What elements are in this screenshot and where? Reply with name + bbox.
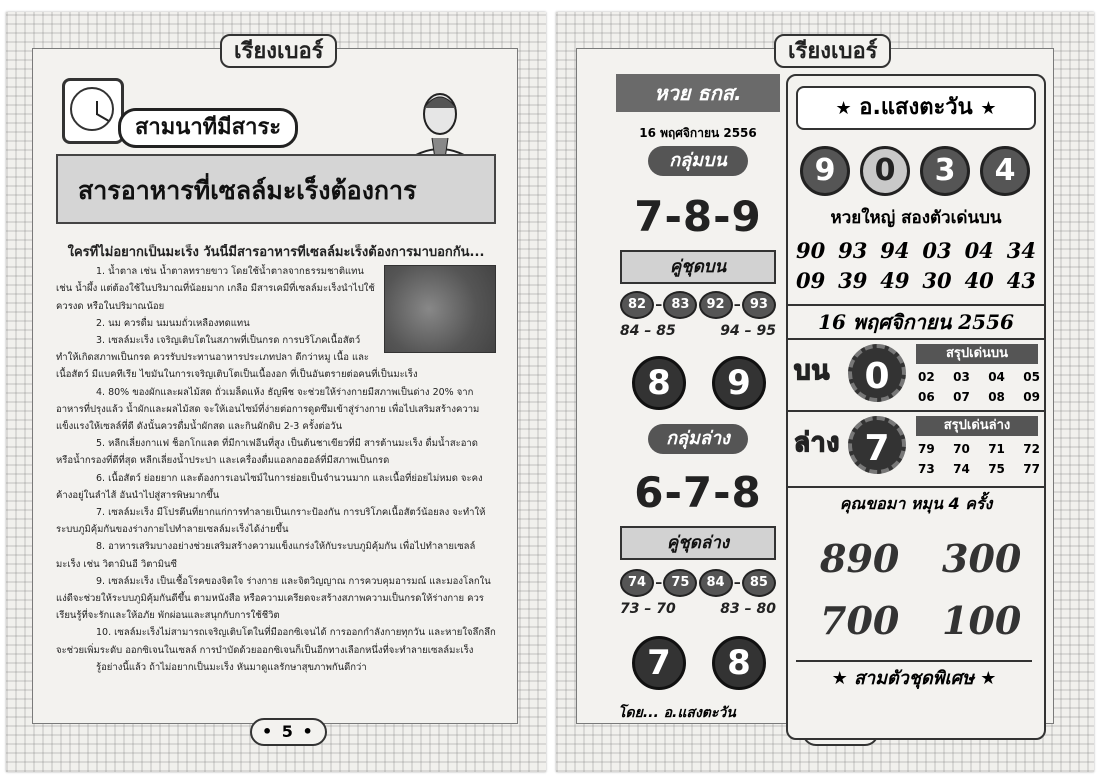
top-label: บน (794, 356, 831, 386)
special-number: 100 (942, 598, 1022, 643)
lower-group-number: 6-7-8 (634, 468, 762, 517)
left-page (6, 12, 546, 772)
upper-single-digit: 8 (632, 356, 686, 410)
article-paragraph: 7. เซลล์มะเร็ง มีโปรตีนที่ยากแก่การทำลายเป็นเกราะป้องกัน การบริโภคเนื้อสัตว์น้อยลง จะทำให้ระบบภูมิคุ้มกันของร่างกายไปทำลายเซลล์มะเร็งได้ง่ายขึ้น (56, 507, 486, 536)
two-digit-number: 43 (1006, 268, 1036, 293)
article-body (56, 244, 496, 704)
two-digit-number: 30 (922, 268, 952, 293)
column-title: อ.แสงตะวัน (859, 95, 973, 120)
upper-single-digit: 9 (712, 356, 766, 410)
pair-number: 93 (742, 291, 776, 319)
article-paragraph: 9. เซลล์มะเร็ง เป็นเชื้อโรคของจิตใจ ร่างกาย และจิตวิญญาณ การควบคุมอารมณ์ และมองโลกในแง่ดีจะช่วยให้ระบบภูมิคุ้มกันดีขึ้น ตามหนังสือ หรือความเครียดจะสร้างสภาพความเป็นกรดให้ร่างกาย ควรเรียนรู้ที่จะรักและให้อภัย พักผ่อนและสนุกกับการใช้ชีวิต (56, 575, 491, 622)
top-summary-section (788, 340, 1044, 410)
two-digit-number: 40 (964, 268, 994, 293)
pair-range: 94 – 95 (720, 323, 776, 339)
number-ball: 3 (920, 146, 970, 196)
headline: สารอาหารที่เซลล์มะเร็งต้องการ (56, 154, 496, 224)
special-number: 890 (820, 536, 900, 581)
title-box (796, 86, 1036, 130)
summary-number: 72 (1023, 442, 1040, 456)
column-header: หวย ธกส. (616, 74, 780, 112)
summary-number: 79 (918, 442, 935, 456)
two-digit-numbers (796, 236, 1036, 296)
pair-number: 92 (699, 291, 733, 319)
pair-number: 85 (742, 569, 776, 597)
bottom-summary-section (788, 410, 1044, 482)
lower-pair-label: คู่ชุดล่าง (620, 526, 776, 560)
pair-number: 75 (663, 569, 697, 597)
upper-group-label: กลุ่มบน (648, 146, 748, 176)
summary-number: 03 (953, 370, 970, 384)
special-number: 300 (942, 536, 1022, 581)
two-digit-heading: หวยใหญ่ สองตัวเด่นบน (830, 208, 1002, 228)
number-ball: 4 (980, 146, 1030, 196)
summary-number: 06 (918, 390, 935, 404)
food-photo (384, 265, 496, 353)
two-digit-number: 03 (922, 238, 952, 263)
summary-number: 08 (988, 390, 1005, 404)
pair-number: 82 (620, 291, 654, 319)
lower-single-digit: 8 (712, 636, 766, 690)
two-digit-number: 09 (796, 268, 826, 293)
two-digit-number: 34 (1006, 238, 1036, 263)
pair-range: 73 – 70 (620, 601, 676, 617)
summary-number: 73 (918, 462, 935, 476)
two-digit-number: 93 (838, 238, 868, 263)
pair-number: 74 (620, 569, 654, 597)
upper-pair-label: คู่ชุดบน (620, 250, 776, 284)
two-digit-number: 49 (880, 268, 910, 293)
section-title: สามนาทีมีสาระ (118, 108, 298, 148)
special-number: 700 (820, 598, 900, 643)
star-icon: ★ (980, 668, 997, 689)
two-digit-number: 94 (880, 238, 910, 263)
top-summary-grid (918, 370, 1040, 410)
two-digit-number: 04 (964, 238, 994, 263)
article-paragraph: 8. อาหารเสริมบางอย่างช่วยเสริมสร้างความแข็งแกร่งให้กับระบบภูมิคุ้มกัน เพื่อไปทำลายเซลล์มะเร็ง เช่น วิตามินอี วิตามินซี (56, 541, 476, 570)
top-digit-badge: 0 (848, 344, 906, 402)
article-paragraph: 4. 80% ของผักและผลไม้สด ถั่วเมล็ดแห้ง ธัญพืช จะช่วยให้ร่างกายมีสภาพเป็นด่าง 20% จากอาหารที่ปรุงแล้ว น้ำผักและผลไม้สด จะให้เอนไซม์ที่ง่ายต่อการดูดซึมเข้าสู่ร่างกาย เพื่อไปเสริมสร้างความแข็งแรงให้เซลล์ที่ดี ดังนั้นควรดื่มน้ำผักสด และกินผักดิบ 2-3 ครั้งต่อวัน (56, 386, 480, 433)
summary-number: 07 (953, 390, 970, 404)
summary-number: 02 (918, 370, 935, 384)
bottom-label: ล่าง (794, 428, 841, 458)
number-ball: 9 (800, 146, 850, 196)
article-paragraph: 1. น้ำตาล เช่น น้ำตาลทรายขาว โดยใช้น้ำตาลจากธรรมชาติแทน เช่น น้ำผึ้ง แต่ต้องใช้ในปริมาณที่น้อยมาก เกลือ มีสารเคมีที่เซลล์มะเร็งนำไปใช้ ควรงด หรือในปริมาณน้อย (56, 266, 375, 312)
article-paragraph: 3. เซลล์มะเร็ง เจริญเติบโตในสภาพที่เป็นกรด การบริโภคเนื้อสัตว์ ทำให้เกิดสภาพเป็นกรด ควรรับประทานอาหารประเภทปลา ดีกว่าหมู เนื้อ และเนื้อสัตว์ มีแบคทีเรีย ไขมันในการเจริญเติบโตเป็นเนื้องอก ที่เป็นอันตรายต่อคนที่เป็นมะเร็ง (56, 335, 418, 381)
brand-logo: เรียงเบอร์ (220, 34, 337, 68)
summary-number: 04 (988, 370, 1005, 384)
summary-number: 75 (988, 462, 1005, 476)
author-credit: โดย... อ.แสงตะวัน (618, 705, 736, 721)
pair-number: 84 (699, 569, 733, 597)
bottom-summary-grid (918, 442, 1040, 482)
baac-lottery-column (616, 74, 780, 736)
star-icon: ★ (835, 98, 852, 119)
bottom-digit-badge: 7 (848, 416, 906, 474)
pair-range: 84 – 85 (620, 323, 676, 339)
star-icon: ★ (831, 668, 848, 689)
article-lead: ใครที่ไม่อยากเป็นมะเร็ง วันนี้มีสารอาหารที่เซลล์มะเร็งต้องการมาบอกกัน... (67, 245, 485, 260)
lower-single-digit: 7 (632, 636, 686, 690)
summary-number: 74 (953, 462, 970, 476)
number-ball: 0 (860, 146, 910, 196)
pair-number: 83 (663, 291, 697, 319)
clock-icon (62, 78, 124, 144)
star-icon: ★ (980, 98, 997, 119)
bottom-summary-label: สรุปเด่นล่าง (916, 416, 1038, 436)
draw-date: 16 พฤศจิกายน 2556 (639, 126, 757, 140)
pair-range: 83 – 80 (720, 601, 776, 617)
upper-pairs: 82 – 83 92 – 93 84 – 85 94 – 95 (620, 292, 776, 344)
article-closing: รู้อย่างนี้แล้ว ถ้าไม่อยากเป็นมะเร็ง หันมาดูแลรักษาสุขภาพกันดีกว่า (96, 661, 367, 673)
two-digit-number: 90 (796, 238, 826, 263)
wish-banner: คุณขอมา หมุน 4 ครั้ง (788, 486, 1044, 517)
brand-logo: เรียงเบอร์ (774, 34, 891, 68)
lower-pairs: 74 – 75 84 – 85 73 – 70 83 – 80 (620, 570, 776, 622)
upper-group-number: 7-8-9 (634, 192, 762, 241)
summary-number: 70 (953, 442, 970, 456)
summary-number: 05 (1023, 370, 1040, 384)
article-paragraph: 10. เซลล์มะเร็งไม่สามารถเจริญเติบโตในที่มีออกซิเจนได้ การออกกำลังกายทุกวัน และหายใจลึกลึก จะช่วยเพิ่มระดับ ออกซิเจนในเซลล์ การบำบัดด้วยออกซิเจนก็เป็นอีกทางเลือกหนึ่งที่จะทำลายเซลล์มะเร็ง (56, 627, 496, 656)
top-summary-label: สรุปเด่นบน (916, 344, 1038, 364)
main-lottery-column (786, 74, 1046, 740)
article-paragraph: 2. นม ควรดื่ม นมนมถั่วเหลืองทดแทน (96, 317, 250, 329)
footer-label: สามตัวชุดพิเศษ (854, 668, 974, 689)
article-paragraph: 6. เนื้อสัตว์ ย่อยยาก และต้องการเอนไซม์ในการย่อยเป็นจำนวนมาก และเนื้อที่ย่อยไม่หมด จะคงค้างอยู่ในลำไส้ อันนำไปสู่สารพิษมากขึ้น (56, 472, 483, 501)
draw-date: 16 พฤศจิกายน 2556 (788, 304, 1044, 340)
summary-number: 09 (1023, 390, 1040, 404)
summary-number: 71 (988, 442, 1005, 456)
lower-group-label: กลุ่มล่าง (648, 424, 748, 454)
two-digit-number: 39 (838, 268, 868, 293)
article-paragraph: 5. หลีกเลี่ยงกาแฟ ช็อกโกแลต ที่มีกาเฟอีนที่สูง เป็นต้นชาเขียวที่มี สารต้านมะเร็ง ดื่มน้ำสะอาด หรือน้ำกรองที่ดีที่สุด หลีกเลี่ยงน้ำประปา และเครื่องดื่มแอลกอฮอล์ที่มีสภาพเป็นกรด (56, 438, 478, 467)
summary-number: 77 (1023, 462, 1040, 476)
page-number: • 5 • (250, 718, 327, 746)
special-set-footer (796, 660, 1032, 696)
